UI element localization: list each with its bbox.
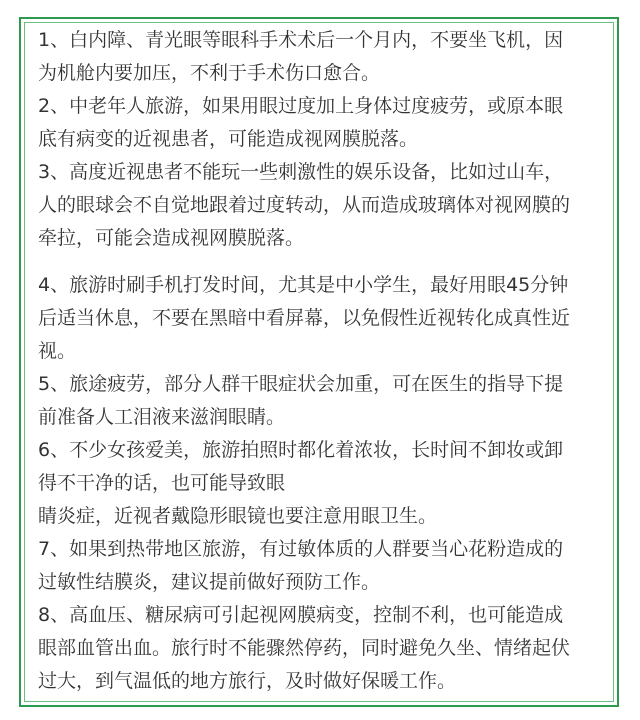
tip-7-line-2: 过敏性结膜炎，建议提前做好预防工作。 (38, 571, 381, 593)
tip-3-line-3: 牵拉，可能会造成视网膜脱落。 (38, 227, 305, 249)
tip-8-line-1: 8、高血压、糖尿病可引起视网膜病变，控制不利，也可能造成 (38, 604, 564, 626)
tip-6-line-2: 得不干净的话，也可能导致眼 (38, 472, 286, 494)
tip-6-line-3: 睛炎症，近视者戴隐形眼镜也要注意用眼卫生。 (38, 505, 438, 527)
tip-5-line-1: 5、旅途疲劳，部分人群干眼症状会加重，可在医生的指导下提 (38, 373, 564, 395)
tip-4-line-2: 后适当休息，不要在黑暗中看屏幕，以免假性近视转化成真性近 (38, 307, 571, 329)
tip-8-line-3: 过大，到气温低的地方旅行，及时做好保暖工作。 (38, 670, 457, 692)
tip-2-line-1: 2、中老年人旅游，如果用眼过度加上身体过度疲劳，或原本眼 (38, 95, 564, 117)
tip-3-line-1: 3、高度近视患者不能玩一些刺激性的娱乐设备，比如过山车， (38, 161, 564, 183)
tip-4-line-3: 视。 (38, 340, 77, 362)
tips-article (38, 24, 604, 698)
tip-4-line-1: 4、旅游时刷手机打发时间，尤其是中小学生，最好用眼45分钟 (38, 274, 569, 296)
tip-1-line-2: 为机舱内要加压，不利于手术伤口愈合。 (38, 62, 381, 84)
tip-6-line-1: 6、不少女孩爱美，旅游拍照时都化着浓妆，长时间不卸妆或卸 (38, 439, 564, 461)
tip-8-line-2: 眼部血管出血。旅行时不能骤然停药，同时避免久坐、情绪起伏 (38, 637, 571, 659)
tip-7-line-1: 7、如果到热带地区旅游，有过敏体质的人群要当心花粉造成的 (38, 538, 564, 560)
tip-1-line-1: 1、白内障、青光眼等眼科手术术后一个月内，不要坐飞机，因 (38, 29, 564, 51)
tip-3-line-2: 人的眼球会不自觉地跟着过度转动，从而造成玻璃体对视网膜的 (38, 194, 571, 216)
tip-5-line-2: 前准备人工泪液来滋润眼睛。 (38, 406, 286, 428)
tip-2-line-2: 底有病变的近视患者，可能造成视网膜脱落。 (38, 128, 419, 150)
